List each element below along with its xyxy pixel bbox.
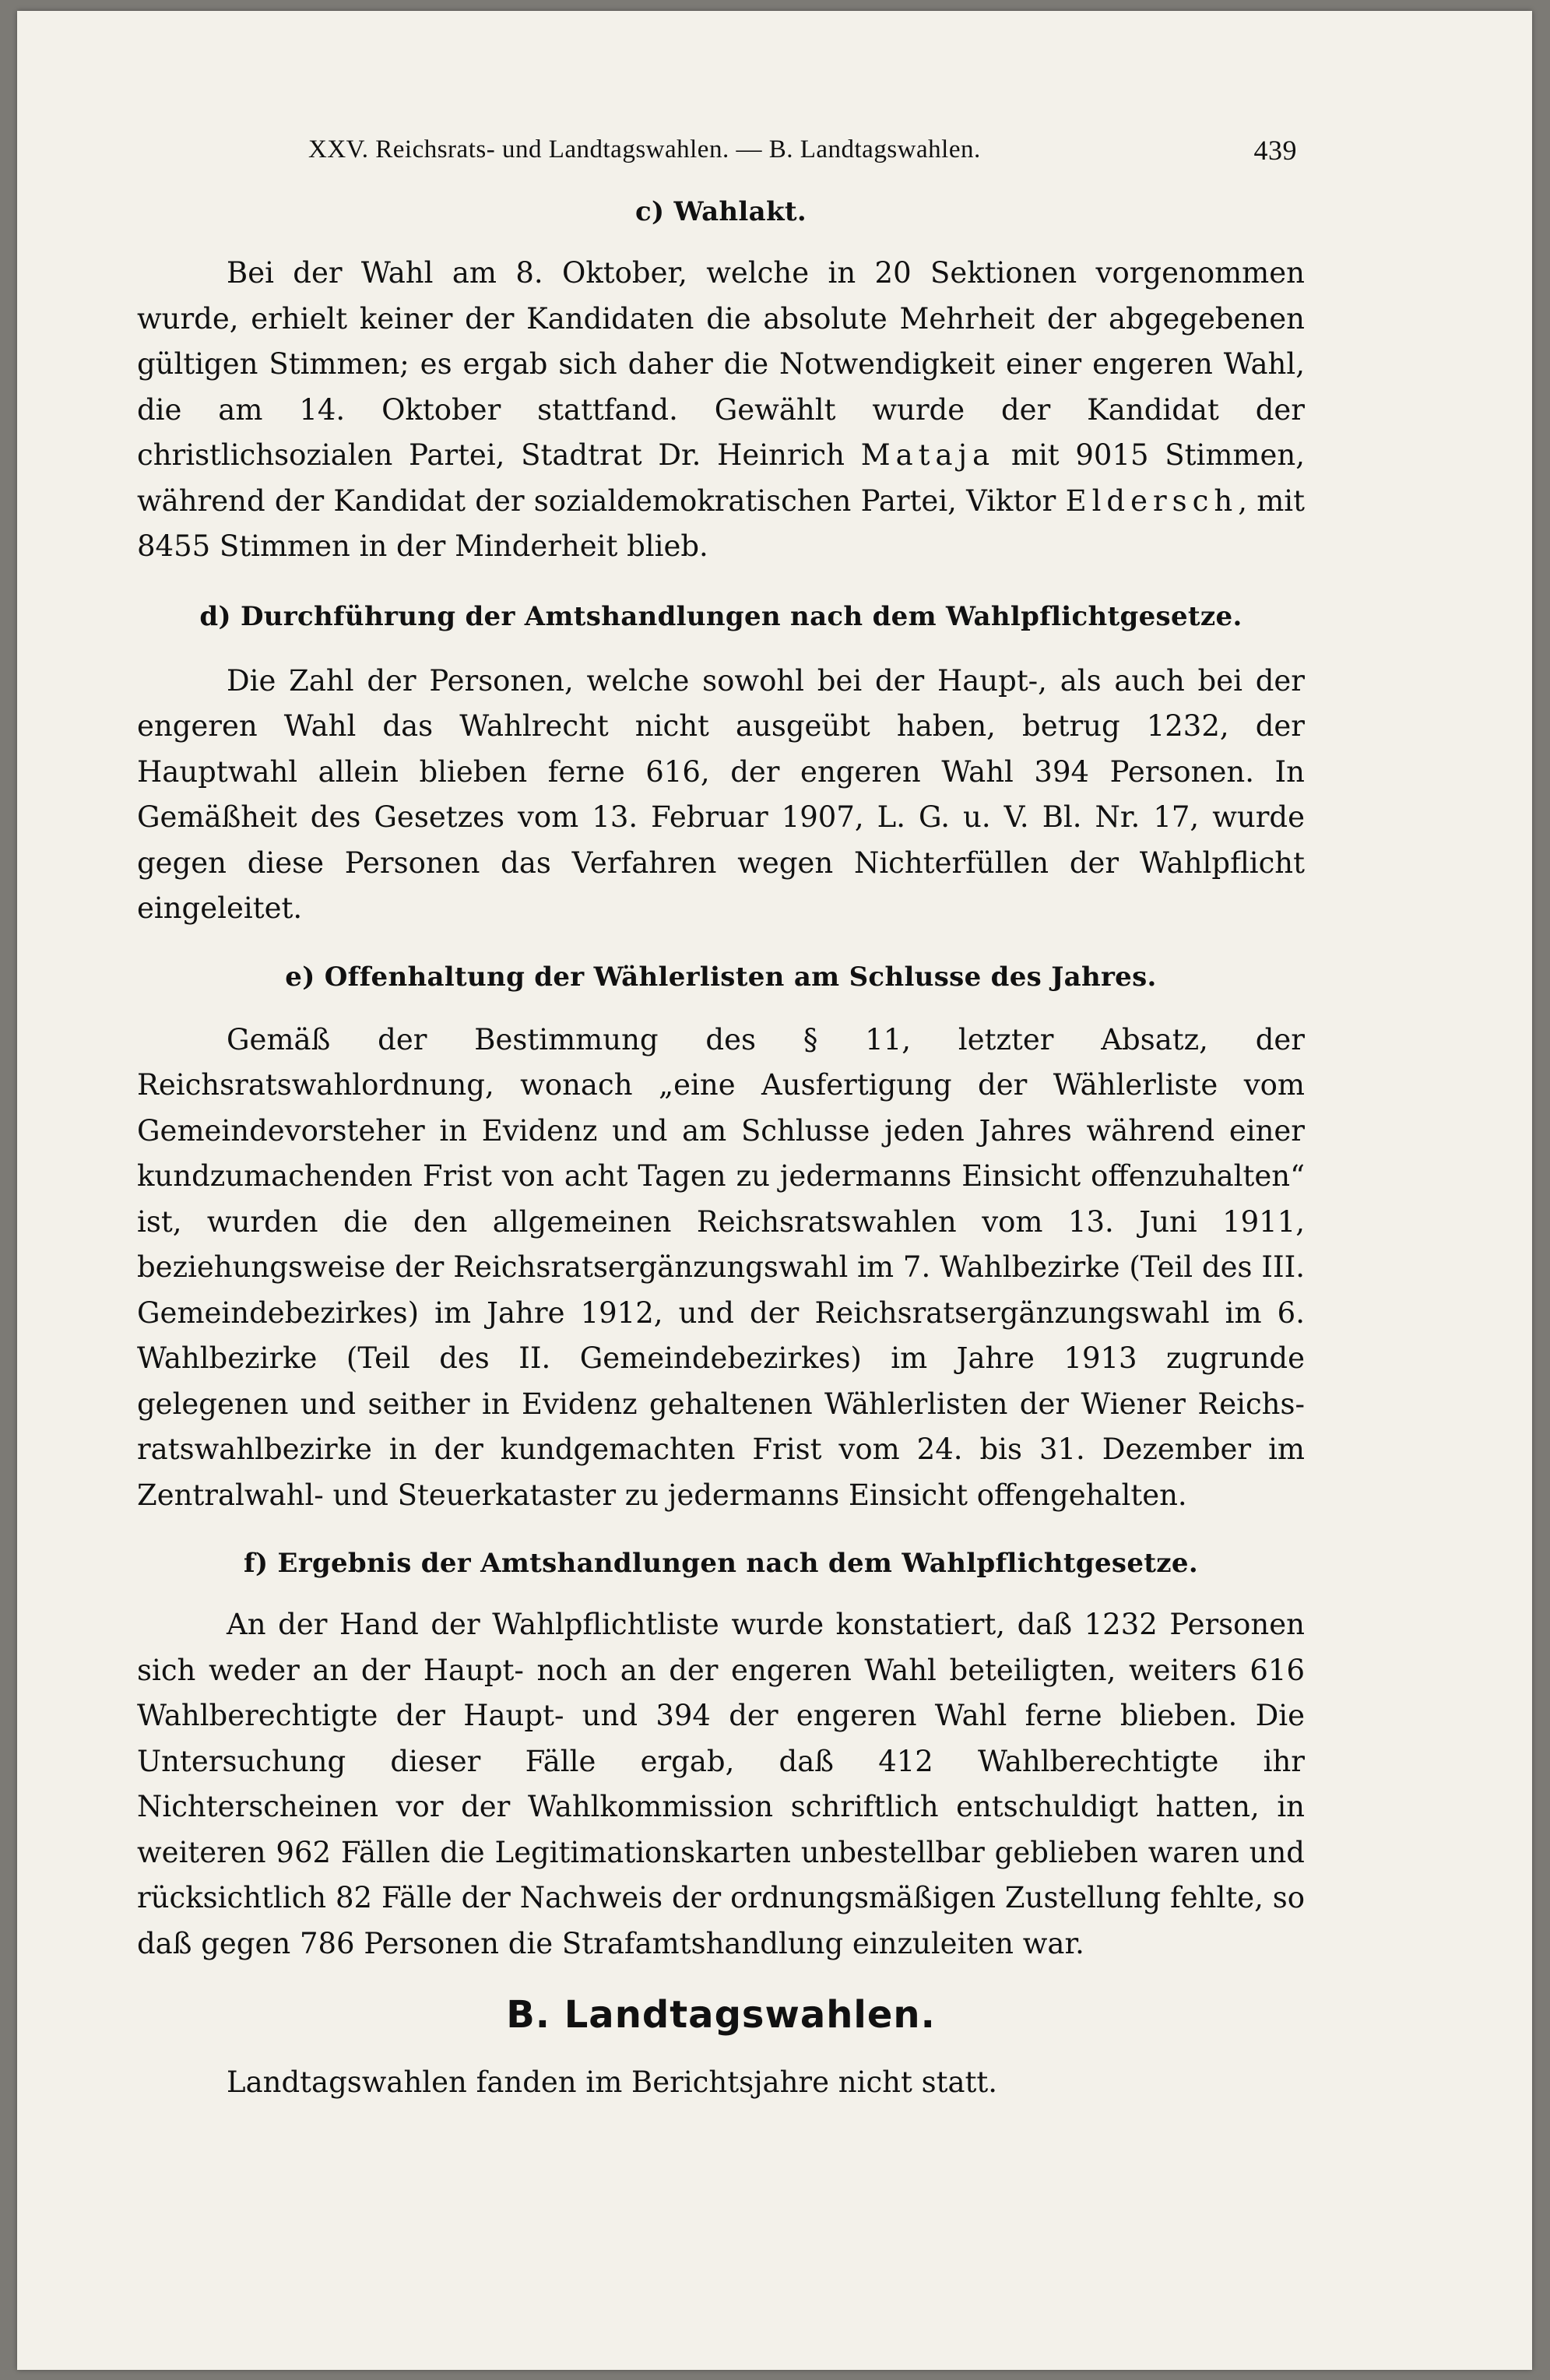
section-c-text-2: mit 9015 Stimmen, während der Kandidat der sozialdemokratischen Partei, Viktor: [137, 438, 1305, 518]
candidate-name-eldersch: Eldersch: [1065, 483, 1239, 518]
section-c-heading: c) Wahlakt.: [635, 196, 807, 227]
part-b-heading: B. Landtagswahlen.: [506, 1993, 936, 2037]
section-c-text-1: Bei der Wahl am 8. Oktober, welche in 20 Sektionen vorgenommen wurde, erhielt keiner der Kandidaten die absolute Mehrheit der abgegebenen gültigen Stimmen; es ergab sich daher die Notwendigkeit einer engeren Wahl, die am 14. Oktober stattfand. Gewählt wurde der Kandidat der christlichsozialen Partei, Stadtrat Dr. Heinrich: [137, 256, 1305, 472]
running-header-title: XXV. Reichsrats- und Landtagswahlen. — B. Landtagswahlen.: [308, 135, 981, 163]
section-f-paragraph: An der Hand der Wahlpflichtliste wurde konstatiert, daß 1232 Personen sich weder an der Haupt- noch an der engeren Wahl beteiligten, weiters 616 Wahlberechtigte der Haupt- und 394 der engeren Wahl ferne blieben. Die Untersuchung dieser Fälle ergab, daß 412 Wahlberechtigte ihr Nichterscheinen vor der Wahlkommission schriftlich entschuldigt hatten, in weiteren 962 Fällen die Legitimationskarten unbestellbar geblieben waren und rücksichtlich 82 Fälle der Nachweis der ordnungsmäßigen Zustellung fehlte, so daß gegen 786 Personen die Strafamtshandlung einzuleiten war.: [137, 1608, 1305, 1960]
running-header: [137, 120, 1305, 167]
section-f-heading: f) Ergebnis der Amtshandlungen nach dem Wahlpflichtgesetze.: [244, 1548, 1198, 1579]
section-e-paragraph: Gemäß der Bestimmung des § 11, letzter Absatz, der Reichsratswahlordnung, wonach „eine Ausfertigung der Wählerliste vom Gemeindevorsteher in Evidenz und am Schlusse jeden Jahres während einer kundzumachenden Frist von acht Tagen zu jedermanns Einsicht offenzuhalten“ ist, wurden die den allgemeinen Reichsratswahlen vom 13. Juni 1911, beziehungsweise der Reichsratsergänzungswahl im 7. Wahlbezirke (Teil des III. Gemeindebezirkes) im Jahre 1912, und der Reichsratsergänzungswahl im 6. Wahlbezirke (Teil des II. Gemeindebezirkes) im Jahre 1913 zugrunde gelegenen und seither in Evidenz gehaltenen Wählerlisten der Wiener Reichsratswahlbezirke in der kundgemachten Frist vom 24. bis 31. Dezember im Zentralwahl- und Steuerkataster zu jedermanns Einsicht offengehalten.: [137, 1022, 1305, 1512]
section-d-paragraph: Die Zahl der Personen, welche sowohl bei der Haupt-, als auch bei der engeren Wahl das Wahlrecht nicht ausgeübt haben, betrug 1232, der Hauptwahl allein blieben ferne 616, der engeren Wahl 394 Personen. In Gemäßheit des Gesetzes vom 13. Februar 1907, L. G. u. V. Bl. Nr. 17, wurde gegen diese Personen das Verfahren wegen Nichterfüllen der Wahlpflicht eingeleitet.: [137, 663, 1305, 925]
section-c-text-3: , mit 8455 Stimmen in der Minderheit blieb.: [137, 483, 1306, 563]
document-page: [17, 11, 1532, 2370]
section-d-heading: d) Durchführung der Amtshandlungen nach dem Wahlpflichtgesetze.: [199, 600, 1242, 632]
section-c-paragraph: [137, 251, 1305, 570]
page-content: [137, 120, 1305, 2106]
section-e-heading: e) Offenhaltung der Wählerlisten am Schlusse des Jahres.: [285, 961, 1157, 993]
part-b-paragraph: Landtagswahlen fanden im Berichtsjahre nicht statt.: [227, 2065, 998, 2099]
part-b-body: [137, 2060, 1305, 2106]
candidate-name-mataja: Mataja: [860, 438, 996, 472]
page-number: 439: [1253, 135, 1297, 166]
